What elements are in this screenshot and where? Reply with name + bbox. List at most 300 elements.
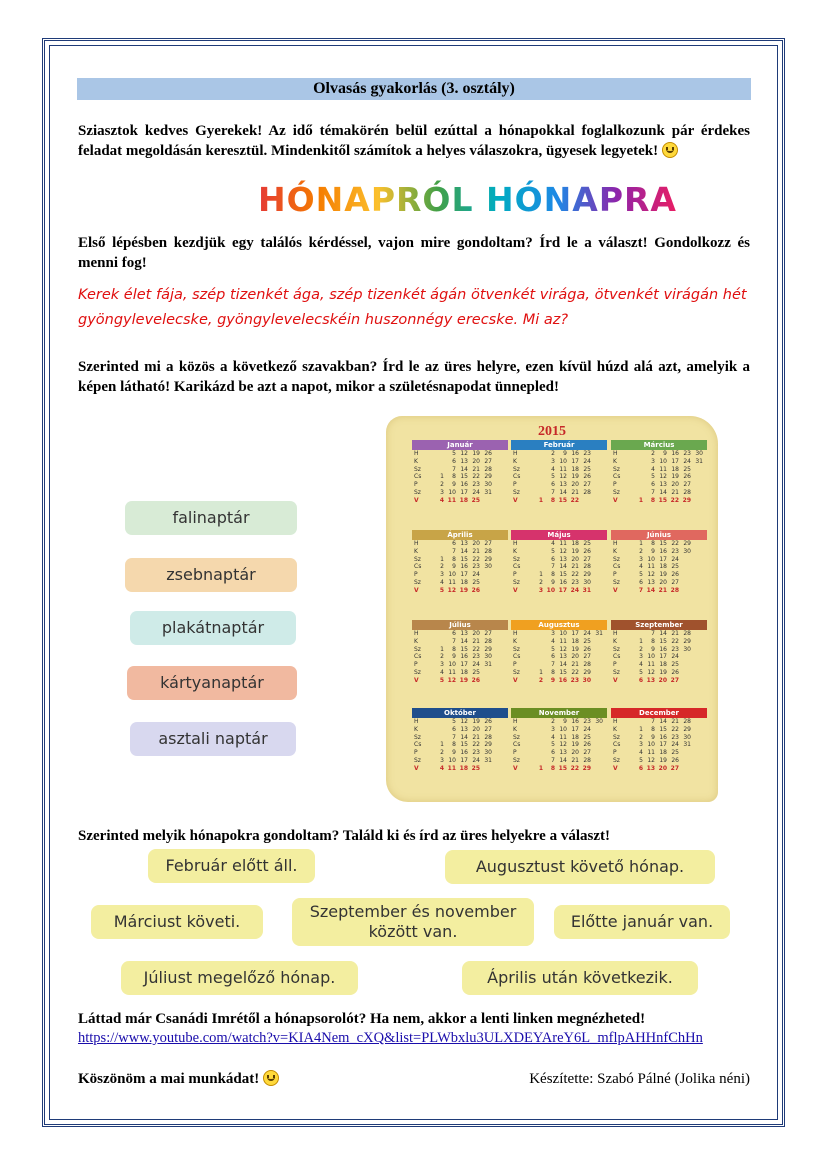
calendar-day: 13 [659, 481, 667, 489]
calendar-day: 18 [659, 661, 667, 669]
calendar-day: 10 [659, 457, 667, 465]
calendar-day: 6 [551, 749, 555, 757]
month-name: Szeptember [611, 620, 707, 630]
calendar-day: 29 [583, 668, 591, 676]
calendar-day [432, 638, 444, 646]
calendar-week-row [412, 497, 508, 505]
calendar-day: 15 [659, 637, 667, 645]
calendar-day: 9 [663, 450, 667, 457]
calendar-day: 2 [551, 718, 555, 725]
calendar-week-row [511, 579, 607, 587]
calendar-week-row [611, 718, 707, 726]
word-card: kártyanaptár [127, 666, 297, 700]
calendar-day [432, 718, 444, 726]
calendar-day: 29 [683, 637, 691, 645]
day-label: K [613, 637, 617, 645]
calendar-week-row [412, 677, 508, 685]
calendar-day: 30 [484, 563, 492, 571]
calendar-day [531, 646, 543, 654]
calendar-day: 1 [639, 637, 643, 645]
day-label: V [613, 496, 618, 504]
calendar-week-row [412, 563, 508, 571]
day-label: V [613, 676, 618, 684]
calendar-day: 4 [440, 578, 444, 586]
calendar-day: 1 [638, 496, 643, 504]
calendar-day: 3 [639, 741, 643, 749]
calendar-day: 22 [472, 741, 480, 749]
calendar-day: 23 [472, 653, 480, 661]
calendar-day: 28 [583, 488, 591, 496]
calendar-day: 5 [639, 756, 643, 764]
calendar-day: 27 [583, 555, 591, 563]
calendar-day: 26 [671, 571, 679, 579]
day-label: K [613, 457, 617, 465]
day-label: Cs [414, 473, 422, 481]
calendar-day: 16 [659, 547, 667, 555]
calendar-day [591, 741, 603, 749]
calendar-day [531, 734, 543, 742]
calendar-day: 3 [440, 756, 444, 764]
calendar-day: 19 [571, 645, 579, 653]
calendar-day: 14 [559, 661, 567, 669]
calendar-day: 13 [460, 457, 468, 465]
calendar-week-row [511, 473, 607, 481]
calendar-day: 15 [460, 473, 468, 481]
calendar-day: 6 [551, 653, 555, 661]
calendar-day: 25 [671, 563, 679, 571]
calendar-day: 15 [559, 571, 567, 579]
calendar-day: 15 [460, 741, 468, 749]
calendar-day: 8 [550, 764, 555, 772]
day-label: V [513, 676, 518, 684]
calendar-day [531, 473, 543, 481]
calendar-day: 11 [447, 496, 456, 504]
calendar-week-row [511, 466, 607, 474]
calendar-day: 5 [651, 473, 655, 481]
day-label: Sz [613, 488, 620, 496]
calendar-day: 14 [460, 733, 468, 741]
day-label: V [613, 764, 618, 772]
calendar-day: 17 [671, 457, 679, 465]
calendar-day: 18 [659, 563, 667, 571]
day-label: Cs [613, 741, 621, 749]
calendar-day: 9 [452, 653, 456, 661]
calendar-day: 11 [447, 764, 456, 772]
calendar-day: 28 [484, 547, 492, 555]
calendar-day: 7 [551, 756, 555, 764]
day-label: P [414, 481, 418, 489]
calendar-day: 12 [647, 668, 655, 676]
calendar-day: 16 [571, 718, 579, 725]
calendar-day: 8 [452, 473, 456, 481]
calendar-week-row [511, 726, 607, 734]
day-label: H [414, 540, 419, 547]
intro-text: Sziasztok kedves Gyerekek! Az idő témakörén belül ezúttal a hónapokkal foglalkozunk pár érdekes feladat megoldásán keresztül. Mindenkitől számítok a helyes válaszokra, ügyesek legyetek! [78, 123, 750, 159]
calendar-day: 25 [583, 465, 591, 473]
calendar-week-row [412, 466, 508, 474]
calendar-day: 29 [683, 725, 691, 733]
calendar-week-row [611, 548, 707, 556]
calendar-day [432, 540, 444, 548]
calendar-day: 6 [452, 457, 456, 465]
day-label: P [613, 661, 617, 669]
calendar-day: 20 [571, 555, 579, 563]
calendar-day: 29 [484, 645, 492, 653]
calendar-day: 16 [460, 749, 468, 757]
calendar-day: 11 [559, 637, 567, 645]
calendar-week-row [412, 556, 508, 564]
calendar-day: 6 [551, 481, 555, 489]
calendar-day: 19 [571, 473, 579, 481]
month-name: Július [412, 620, 508, 630]
calendar-day: 26 [471, 586, 480, 594]
calendar-day [631, 481, 643, 489]
day-label: Cs [414, 653, 422, 661]
day-label: Cs [613, 473, 621, 481]
month-name: Február [511, 440, 607, 450]
calendar-day: 21 [472, 733, 480, 741]
calendar-day: 12 [447, 676, 456, 684]
calendar-day: 7 [452, 465, 456, 473]
calendar-week-row [412, 661, 508, 669]
banner-title: HÓNAPRÓL HÓNAPRA [258, 180, 677, 219]
calendar-day [679, 556, 691, 564]
calendar-day [480, 497, 492, 505]
day-label: Sz [513, 578, 520, 586]
calendar-day: 11 [559, 540, 567, 547]
day-label: V [414, 676, 419, 684]
day-label: H [414, 718, 419, 725]
calendar-day: 21 [571, 563, 579, 571]
calendar-day: 10 [448, 488, 456, 496]
calendar-day: 3 [440, 661, 444, 669]
calendar-month [412, 708, 508, 773]
calendar-week-row [412, 571, 508, 579]
calendar-day: 16 [460, 563, 468, 571]
day-label: Cs [513, 473, 521, 481]
calendar-day: 24 [472, 488, 480, 496]
calendar-day: 31 [595, 630, 603, 637]
calendar-day: 25 [471, 496, 480, 504]
calendar-day: 16 [671, 450, 679, 457]
calendar-day: 24 [583, 725, 591, 733]
calendar-day: 17 [558, 586, 567, 594]
calendar-day: 12 [460, 450, 468, 457]
calendar-day: 20 [472, 725, 480, 733]
day-label: Cs [414, 741, 422, 749]
calendar-day: 2 [440, 653, 444, 661]
calendar-month [511, 530, 607, 595]
calendar-day: 9 [651, 645, 655, 653]
calendar-day: 15 [659, 540, 667, 547]
thanks-line [78, 1069, 378, 1089]
day-label: P [513, 661, 517, 669]
calendar-day: 30 [484, 653, 492, 661]
word-card: plakátnaptár [130, 611, 296, 645]
calendar-day: 14 [460, 547, 468, 555]
calendar-day: 19 [571, 547, 579, 555]
day-label: P [414, 749, 418, 757]
month-name: Január [412, 440, 508, 450]
day-label: Cs [513, 741, 521, 749]
calendar-day: 26 [671, 668, 679, 676]
calendar-day: 16 [659, 645, 667, 653]
calendar-day: 18 [571, 465, 579, 473]
calendar-day: 9 [452, 563, 456, 571]
calendar-day: 10 [647, 555, 655, 563]
calendar-week-row [511, 749, 607, 757]
calendar-day: 27 [683, 481, 691, 489]
calendar-day: 23 [583, 718, 591, 725]
month-name: Április [412, 530, 508, 540]
calendar-day: 31 [484, 488, 492, 496]
calendar-week-row [611, 473, 707, 481]
calendar-week-row [611, 481, 707, 489]
calendar-day: 31 [695, 457, 703, 465]
calendar-day: 30 [595, 718, 603, 725]
word-card: zsebnaptár [125, 558, 297, 592]
calendar-day [591, 765, 603, 773]
calendar-day: 21 [671, 488, 679, 496]
calendar-day: 11 [559, 733, 567, 741]
calendar-day [631, 630, 643, 638]
calendar-day: 13 [559, 653, 567, 661]
calendar-week-row [511, 563, 607, 571]
calendar-day: 31 [683, 741, 691, 749]
day-label: H [414, 450, 419, 457]
calendar-day: 29 [484, 741, 492, 749]
day-label: H [513, 540, 518, 547]
calendar-day: 6 [452, 540, 456, 547]
calendar-day: 14 [460, 465, 468, 473]
day-label: P [513, 749, 517, 757]
calendar-week-row [511, 677, 607, 685]
calendar-day: 8 [551, 571, 555, 579]
calendar-day: 24 [583, 457, 591, 465]
calendar-day: 25 [583, 733, 591, 741]
day-label: V [414, 764, 419, 772]
calendar-day: 13 [559, 555, 567, 563]
calendar-day: 11 [647, 749, 655, 757]
calendar-day: 27 [583, 653, 591, 661]
calendar-week-row [412, 638, 508, 646]
smiley-icon [662, 142, 678, 158]
calendar-day: 24 [570, 586, 579, 594]
calendar-day: 9 [550, 676, 555, 684]
calendar-day: 8 [452, 645, 456, 653]
calendar-day: 3 [440, 571, 444, 579]
calendar-day [531, 450, 543, 458]
day-label: P [513, 571, 517, 579]
calendar-day: 31 [582, 586, 591, 594]
calendar-day: 25 [683, 465, 691, 473]
calendar-day: 25 [471, 764, 480, 772]
calendar-day: 28 [583, 756, 591, 764]
calendar-day: 23 [671, 645, 679, 653]
calendar-day: 3 [651, 457, 655, 465]
calendar-week-row [511, 489, 607, 497]
calendar-day: 9 [651, 733, 655, 741]
calendar-day: 26 [484, 718, 492, 725]
day-label: Sz [414, 555, 421, 563]
calendar-day: 16 [460, 653, 468, 661]
word-card: asztali naptár [130, 722, 296, 756]
calendar-day [631, 466, 643, 474]
calendar-week-row [511, 556, 607, 564]
calendar-day: 1 [440, 473, 444, 481]
calendar-week-row [611, 579, 707, 587]
calendar-week-row [511, 661, 607, 669]
calendar-day: 24 [472, 571, 480, 579]
calendar-day: 17 [659, 653, 667, 661]
calendar-day: 8 [452, 555, 456, 563]
calendar-day: 5 [639, 571, 643, 579]
calendar-week-row [511, 669, 607, 677]
calendar-week-row [611, 450, 707, 458]
calendar-day: 7 [651, 630, 655, 637]
calendar-day: 4 [639, 749, 643, 757]
calendar-day: 15 [460, 555, 468, 563]
outro-text: Láttad már Csanádi Imrétől a hónapsorolót? Ha nem, akkor a lenti linken megnézheted! [78, 1011, 646, 1027]
calendar-day: 30 [484, 749, 492, 757]
calendar-day: 29 [683, 540, 691, 547]
calendar-day [480, 765, 492, 773]
calendar-day: 11 [448, 578, 456, 586]
calendar-day: 4 [551, 465, 555, 473]
calendar-week-row [412, 481, 508, 489]
calendar-day [531, 458, 543, 466]
calendar-day: 17 [571, 630, 579, 637]
calendar-week-row [611, 630, 707, 638]
calendar-day: 19 [571, 741, 579, 749]
calendar-day: 15 [558, 496, 567, 504]
calendar-day: 16 [659, 733, 667, 741]
calendar-day [432, 734, 444, 742]
calendar-day: 28 [583, 563, 591, 571]
calendar-day [480, 587, 492, 595]
calendar-day: 19 [472, 718, 480, 725]
calendar-week-row [511, 741, 607, 749]
video-link[interactable]: https://www.youtube.com/watch?v=KIA4Nem_cXQ&list=PLWbxlu3ULXDEYAreY6L_mflpAHHnfChHn [78, 1030, 703, 1046]
calendar-day: 20 [472, 630, 480, 637]
calendar-day [679, 661, 691, 669]
calendar-day: 22 [671, 637, 679, 645]
clue-card: Júliust megelőző hónap. [121, 961, 358, 995]
day-label: Sz [613, 756, 620, 764]
calendar-day: 6 [651, 481, 655, 489]
calendar-week-row [412, 718, 508, 726]
calendar-day: 24 [671, 555, 679, 563]
calendar-day: 14 [559, 488, 567, 496]
calendar-day: 7 [452, 637, 456, 645]
calendar-day: 4 [551, 540, 555, 547]
calendar-week-row [412, 653, 508, 661]
calendar-day: 2 [440, 481, 444, 489]
calendar-day [531, 540, 543, 548]
calendar-day [531, 481, 543, 489]
calendar-week-row [611, 638, 707, 646]
calendar-day: 20 [472, 540, 480, 547]
calendar-day: 5 [439, 586, 444, 594]
clue-card: Márciust követi. [91, 905, 263, 939]
calendar-day: 29 [582, 764, 591, 772]
month-name: Augusztus [511, 620, 607, 630]
calendar-day: 13 [647, 578, 655, 586]
calendar-day [691, 466, 703, 474]
calendar-day: 4 [439, 496, 444, 504]
calendar-day: 1 [440, 741, 444, 749]
calendar-day [691, 497, 703, 505]
calendar-day: 17 [571, 725, 579, 733]
day-label: K [414, 637, 418, 645]
calendar-day: 30 [683, 733, 691, 741]
calendar-day: 12 [559, 473, 567, 481]
calendar-day: 4 [639, 661, 643, 669]
calendar-month [511, 708, 607, 773]
calendar-day: 30 [582, 676, 591, 684]
calendar-day: 8 [551, 668, 555, 676]
calendar-day: 12 [647, 756, 655, 764]
day-label: Sz [414, 668, 421, 676]
calendar-day: 25 [583, 637, 591, 645]
calendar-day: 28 [484, 733, 492, 741]
calendar-day: 2 [551, 450, 555, 457]
calendar-day: 23 [472, 749, 480, 757]
calendar-day: 2 [651, 450, 655, 457]
page-title: Olvasás gyakorlás (3. osztály) [77, 78, 751, 100]
calendar-day [531, 548, 543, 556]
calendar-day [691, 481, 703, 489]
calendar-day: 20 [571, 749, 579, 757]
calendar-day: 26 [583, 741, 591, 749]
day-label: Sz [513, 465, 520, 473]
calendar-day: 22 [671, 725, 679, 733]
calendar-day [432, 548, 444, 556]
calendar-day: 27 [671, 578, 679, 586]
calendar-week-row [412, 473, 508, 481]
calendar-week-row [511, 757, 607, 765]
calendar-day: 24 [683, 457, 691, 465]
calendar-day [679, 765, 691, 773]
calendar-day [591, 677, 603, 685]
calendar-week-row [412, 646, 508, 654]
calendar-day: 21 [571, 488, 579, 496]
calendar-day [531, 726, 543, 734]
calendar-week-row [611, 677, 707, 685]
day-label: K [414, 547, 418, 555]
calendar-day: 16 [558, 676, 567, 684]
calendar-day: 1 [539, 571, 543, 579]
calendar-day: 18 [571, 540, 579, 547]
calendar-day: 20 [658, 676, 667, 684]
calendar-day: 12 [559, 645, 567, 653]
day-label: K [613, 725, 617, 733]
calendar-day: 25 [583, 540, 591, 547]
calendar-day: 7 [638, 586, 643, 594]
calendar-day: 2 [539, 578, 543, 586]
calendar-day: 30 [683, 547, 691, 555]
calendar-day: 21 [472, 465, 480, 473]
calendar-day: 26 [471, 676, 480, 684]
calendar-day: 8 [550, 496, 555, 504]
day-label: K [414, 725, 418, 733]
calendar-day: 6 [639, 578, 643, 586]
calendar-day: 24 [472, 661, 480, 669]
calendar-day: 17 [460, 488, 468, 496]
calendar-day: 30 [583, 578, 591, 586]
calendar-year: 2015 [538, 424, 566, 439]
calendar-day: 15 [559, 668, 567, 676]
